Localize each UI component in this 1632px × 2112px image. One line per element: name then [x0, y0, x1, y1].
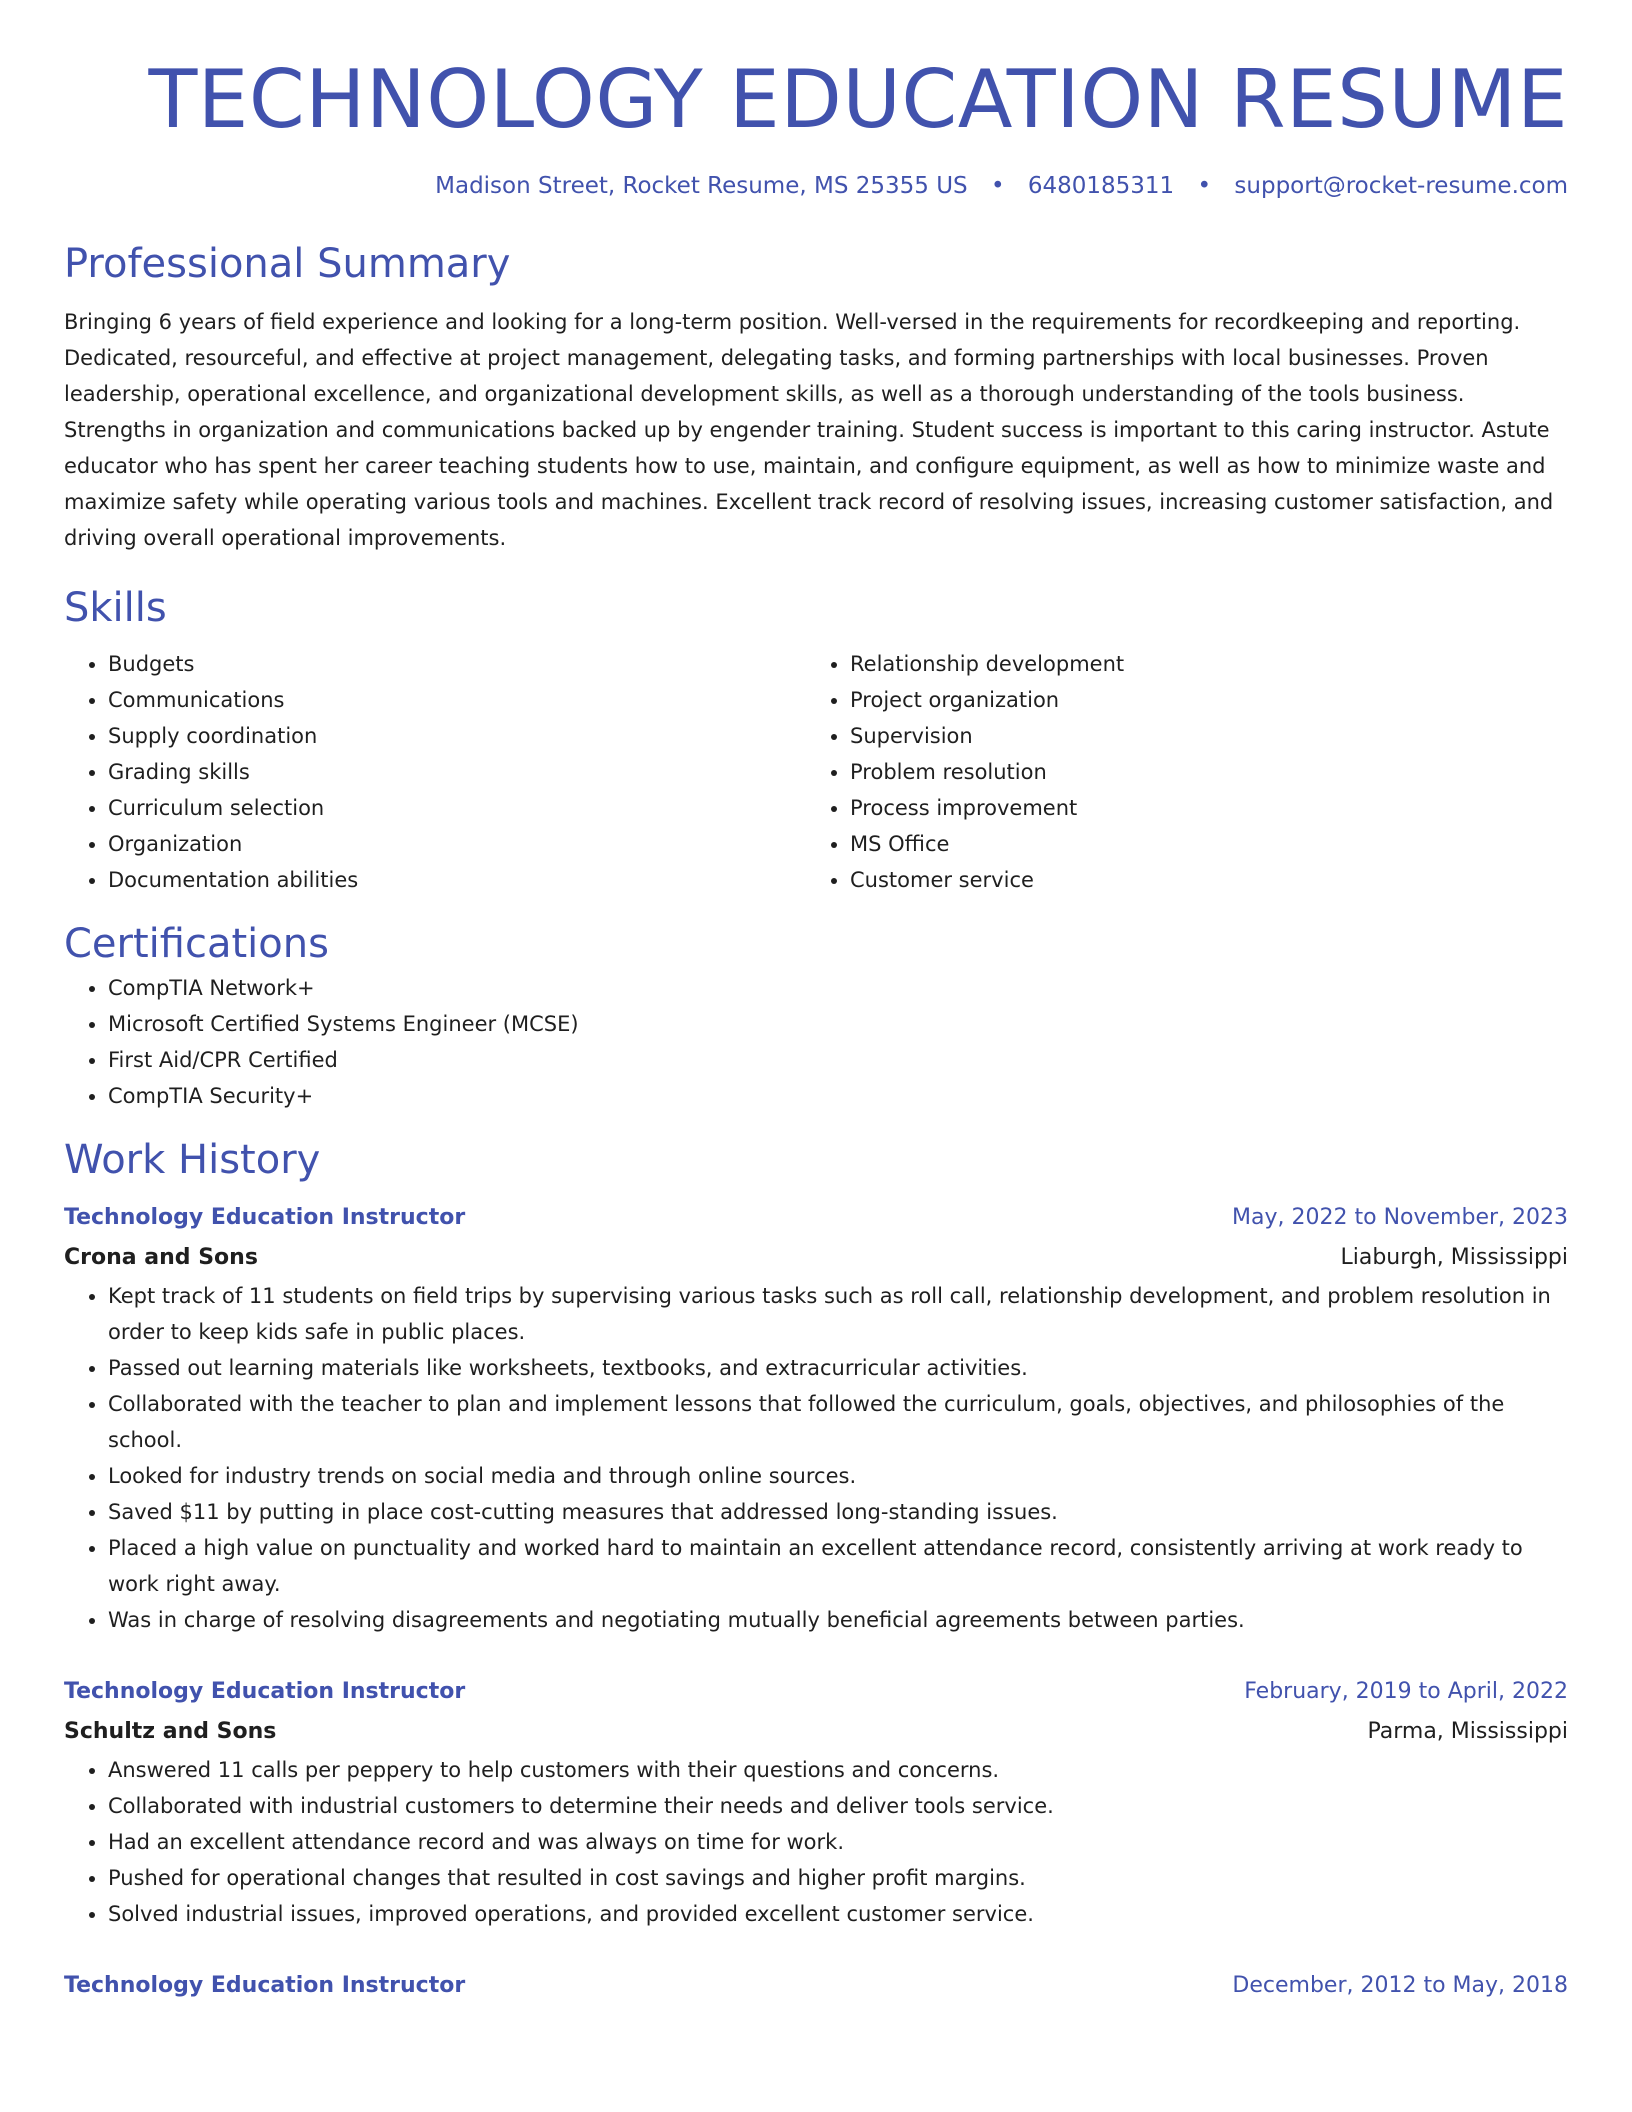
- job-duty: • Looked for industry trends on social media and through online sources.: [108, 1458, 1568, 1494]
- job-entry: [64, 1198, 1568, 1638]
- summary-text: Bringing 6 years of field experience and looking for a long-term position. Well-versed in the requirements for recordkeeping and reporting. Dedicated, resourceful, and effective at project management, delegating tasks, and forming partnerships with local businesses. Proven leadership, operational excellence, and organizational development skills, as well as a thorough understanding of the tools business. Strengths in organization and communications backed up by engender training. Student success is important to this caring instructor. Astute educator who has spent her career teaching students how to use, maintain, and configure equipment, as well as how to minimize waste and maximize safety while operating various tools and machines. Excellent track record of resolving issues, increasing customer satisfaction, and driving overall operational improvements.: [64, 310, 1554, 550]
- contact-phone: 6480185311: [1027, 173, 1175, 199]
- skills-columns: [64, 646, 1568, 898]
- skill-item: • Budgets: [108, 646, 806, 682]
- summary-heading: Professional Summary: [64, 241, 511, 287]
- skill-item: • Curriculum selection: [108, 790, 806, 826]
- resume-header: [64, 52, 1568, 202]
- job-location: Liaburgh, Mississippi: [1340, 1245, 1568, 1270]
- skill-item: • Organization: [108, 826, 806, 862]
- job-dates: May, 2022 to November, 2023: [1232, 1205, 1568, 1230]
- skill-item: • Process improvement: [850, 790, 1548, 826]
- job-company: Schultz and Sons: [64, 1719, 277, 1744]
- skills-left-list: [64, 646, 806, 898]
- job-dates: February, 2019 to April, 2022: [1244, 1679, 1568, 1704]
- skills-heading: Skills: [64, 585, 167, 631]
- skill-item: • MS Office: [850, 826, 1548, 862]
- certification-item: • CompTIA Security+: [108, 1078, 1568, 1114]
- certifications-heading: Certifications: [64, 921, 329, 967]
- skills-right-list: [806, 646, 1548, 898]
- job-duty: • Collaborated with the teacher to plan and implement lessons that followed the curriculum, goals, objectives, and philosophies of the school.: [108, 1386, 1568, 1458]
- job-duty: • Had an excellent attendance record and was always on time for work.: [108, 1824, 1568, 1860]
- certification-item: • Microsoft Certified Systems Engineer (MCSE): [108, 1006, 1568, 1042]
- job-duty: • Passed out learning materials like worksheets, textbooks, and extracurricular activities.: [108, 1350, 1568, 1386]
- work-history-heading: Work History: [64, 1137, 321, 1183]
- job-duty: • Was in charge of resolving disagreements and negotiating mutually beneficial agreements between parties.: [108, 1602, 1568, 1638]
- job-duty: • Pushed for operational changes that resulted in cost savings and higher profit margins.: [108, 1860, 1568, 1896]
- job-duties-list: [64, 1752, 1568, 1932]
- contact-separator: •: [1197, 173, 1212, 199]
- skill-item: • Supply coordination: [108, 718, 806, 754]
- certifications-list: [64, 970, 1568, 1114]
- contact-line: [64, 170, 1568, 202]
- contact-email: support@rocket-resume.com: [1234, 173, 1568, 199]
- job-header: [64, 1672, 1568, 1712]
- job-dates: December, 2012 to May, 2018: [1232, 1973, 1568, 1998]
- job-subheader: [64, 1712, 1568, 1752]
- skill-item: • Relationship development: [850, 646, 1548, 682]
- job-duty: • Placed a high value on punctuality and worked hard to maintain an excellent attendance record, consistently arriving at work ready to work right away.: [108, 1530, 1568, 1602]
- job-role: Technology Education Instructor: [64, 1679, 466, 1704]
- skill-item: • Customer service: [850, 862, 1548, 898]
- contact-address: Madison Street, Rocket Resume, MS 25355 US: [435, 173, 968, 199]
- job-header: [64, 1966, 1568, 2006]
- job-duty: • Collaborated with industrial customers to determine their needs and deliver tools service.: [108, 1788, 1568, 1824]
- job-subheader: [64, 1238, 1568, 1278]
- job-duty: • Kept track of 11 students on field trips by supervising various tasks such as roll call, relationship development, and problem resolution in order to keep kids safe in public places.: [108, 1278, 1568, 1350]
- skill-item: • Documentation abilities: [108, 862, 806, 898]
- job-role: Technology Education Instructor: [64, 1973, 466, 1998]
- job-role: Technology Education Instructor: [64, 1205, 466, 1230]
- job-duties-list: [64, 1278, 1568, 1638]
- job-entry: [64, 1966, 1568, 2006]
- certification-item: • CompTIA Network+: [108, 970, 1568, 1006]
- job-duty: • Answered 11 calls per peppery to help customers with their questions and concerns.: [108, 1752, 1568, 1788]
- contact-separator: •: [990, 173, 1005, 199]
- job-location: Parma, Mississippi: [1367, 1719, 1568, 1744]
- job-duty: • Solved industrial issues, improved operations, and provided excellent customer service.: [108, 1896, 1568, 1932]
- job-entry: [64, 1672, 1568, 1932]
- certification-item: • First Aid/CPR Certified: [108, 1042, 1568, 1078]
- resume-title: TECHNOLOGY EDUCATION RESUME: [148, 53, 1568, 146]
- job-company: Crona and Sons: [64, 1245, 258, 1270]
- skill-item: • Project organization: [850, 682, 1548, 718]
- skill-item: • Supervision: [850, 718, 1548, 754]
- job-duty: • Saved $11 by putting in place cost-cutting measures that addressed long-standing issues.: [108, 1494, 1568, 1530]
- job-header: [64, 1198, 1568, 1238]
- skill-item: • Grading skills: [108, 754, 806, 790]
- skill-item: • Communications: [108, 682, 806, 718]
- skill-item: • Problem resolution: [850, 754, 1548, 790]
